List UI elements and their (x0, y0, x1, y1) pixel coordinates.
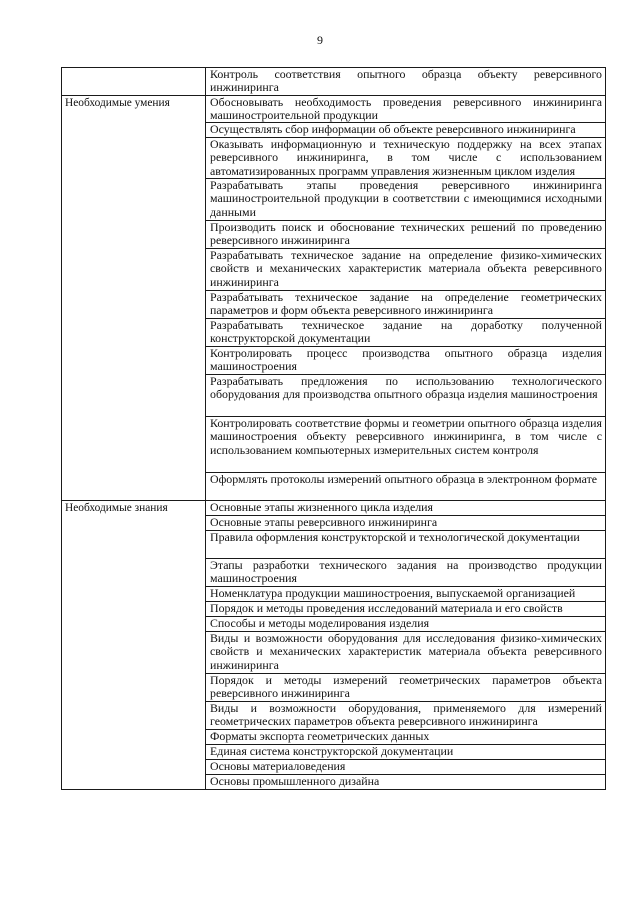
table-cell: Разрабатывать техническое задание на определение физико-химических свойств и механических характеристик материала объекта реверсивного инжиниринга (206, 249, 606, 291)
table-cell: Оказывать информационную и техническую поддержку на всех этапах реверсивного инжиниринга, в том числе с использованием автоматизированных программ управления жизненным циклом изделия (206, 138, 606, 179)
table-cell: Виды и возможности оборудования, применяемого для измерений геометрических параметров объекта реверсивного инжиниринга (206, 702, 606, 730)
table-cell: Основные этапы реверсивного инжиниринга (206, 516, 606, 531)
table-cell: Производить поиск и обоснование технических решений по проведению реверсивного инжиниринга (206, 221, 606, 249)
page-number: 9 (317, 33, 323, 47)
table-cell: Контролировать процесс производства опытного образца изделия машиностроения (206, 347, 606, 375)
table-cell: Контроль соответствия опытного образца объекту реверсивного инжиниринга (206, 68, 606, 96)
section-label-knowledge: Необходимые знания (62, 501, 206, 790)
table-cell: Способы и методы моделирования изделия (206, 617, 606, 632)
table-cell: Основные этапы жизненного цикла изделия (206, 501, 606, 516)
table-cell: Основы материаловедения (206, 760, 606, 775)
table-cell: Разрабатывать этапы проведения реверсивного инжиниринга машиностроительной продукции в соответствии с имеющимися исходными данными (206, 179, 606, 221)
table-cell: Осуществлять сбор информации об объекте реверсивного инжиниринга (206, 123, 606, 138)
table-row (62, 95, 606, 123)
table-cell: Этапы разработки технического задания на производство продукции машиностроения (206, 559, 606, 587)
table-cell: Разрабатывать техническое задание на доработку полученной конструкторской документации (206, 319, 606, 347)
table-cell: Порядок и методы измерений геометрических параметров объекта реверсивного инжиниринга (206, 674, 606, 702)
section-label-skills: Необходимые умения (62, 95, 206, 501)
table-cell: Правила оформления конструкторской и технологической документации (206, 531, 606, 559)
table-cell: Контролировать соответствие формы и геометрии опытного образца изделия машиностроения объекту реверсивного инжиниринга, в том числе с использованием компьютерных измерительных систем контроля (206, 417, 606, 473)
table-cell: Номенклатура продукции машиностроения, выпускаемой организацией (206, 587, 606, 602)
table-cell: Разрабатывать техническое задание на определение геометрических параметров и форм объекта реверсивного инжиниринга (206, 291, 606, 319)
table-cell: Форматы экспорта геометрических данных (206, 730, 606, 745)
table-cell: Виды и возможности оборудования для исследования физико-химических свойств и механических характеристик материала объекта реверсивного инжиниринга (206, 632, 606, 674)
row-label (62, 68, 206, 96)
table-cell: Разрабатывать предложения по использованию технологического оборудования для производства опытного образца изделия машиностроения (206, 375, 606, 417)
table-row (62, 68, 606, 96)
requirements-table (61, 67, 606, 790)
table-cell: Обосновывать необходимость проведения реверсивного инжиниринга машиностроительной продукции (206, 95, 606, 123)
table-cell: Основы промышленного дизайна (206, 775, 606, 790)
table-cell: Оформлять протоколы измерений опытного образца в электронном формате (206, 473, 606, 501)
table-row (62, 501, 606, 516)
table-cell: Порядок и методы проведения исследований материала и его свойств (206, 602, 606, 617)
table-cell: Единая система конструкторской документации (206, 745, 606, 760)
